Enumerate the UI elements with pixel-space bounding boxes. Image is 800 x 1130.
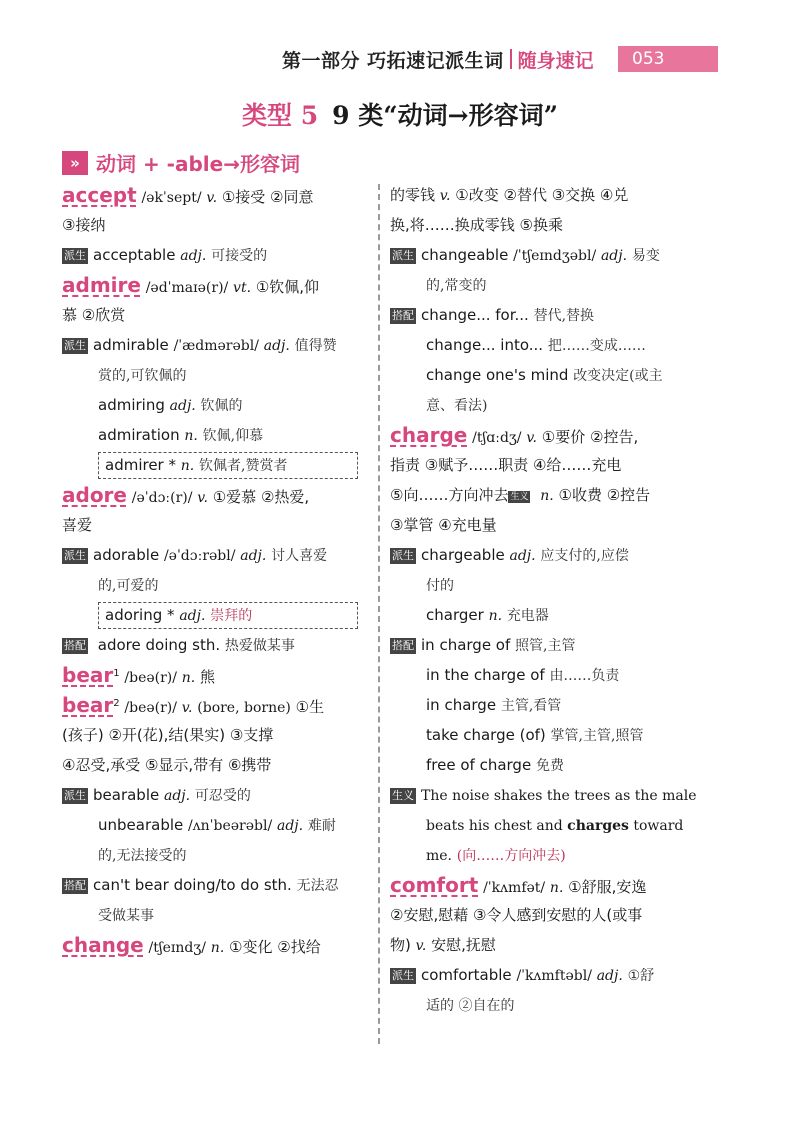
derivative-line <box>62 390 370 420</box>
meaning: 的零钱 <box>390 186 436 204</box>
pos: v. <box>526 430 538 446</box>
header-separator <box>510 49 512 69</box>
translation-cont <box>390 270 690 300</box>
translation: 钦佩的 <box>200 398 243 414</box>
meaning: 物) <box>390 936 411 954</box>
meaning: 安慰,抚慰 <box>431 936 496 954</box>
meaning: ②安慰,慰藉 ③令人感到安慰的人(或事 <box>390 906 643 924</box>
derived-word: unbearable <box>98 816 184 834</box>
phonetic: /ədˈmaɪə(r)/ <box>145 280 229 296</box>
example-sentence: me. <box>426 848 453 864</box>
meaning-line <box>62 720 370 750</box>
pos: adj. <box>263 338 290 354</box>
collocation-line <box>390 720 690 750</box>
meaning: 喜爱 <box>62 516 93 534</box>
translation: 照管,主管 <box>515 638 576 654</box>
meaning: ⑤向……方向冲去 <box>390 486 509 504</box>
meaning: 指责 ③赋予……职责 ④给……充电 <box>390 456 622 474</box>
meaning-line <box>390 210 690 240</box>
example-translation: (向……方向冲去) <box>456 848 566 864</box>
phonetic: /əkˈsept/ <box>141 190 202 206</box>
pos: n. <box>549 880 564 896</box>
translation: 崇拜的 <box>210 608 253 624</box>
translation: 充电器 <box>506 608 549 624</box>
pos: n. <box>488 608 503 624</box>
derivative-line <box>390 240 690 270</box>
translation-cont <box>390 390 690 420</box>
translation: 意、看法) <box>426 398 488 414</box>
derived-word: bearable <box>93 786 160 804</box>
pos: adj. <box>600 248 628 264</box>
meaning: ①收费 ②控告 <box>558 486 651 504</box>
collocation-line <box>390 360 690 390</box>
collocation: change... for... <box>421 306 529 324</box>
derivative-tag: 派生 <box>64 789 86 802</box>
translation-cont <box>62 900 370 930</box>
pos: adj. <box>240 548 267 564</box>
pos: adj. <box>180 248 207 264</box>
translation-cont <box>390 570 690 600</box>
example-keyword: charges <box>567 818 629 834</box>
double-chevron-icon: » <box>62 151 88 175</box>
translation: 易变 <box>631 248 660 264</box>
translation: 难耐 <box>307 818 336 834</box>
meaning: ④忍受,承受 ⑤显示,带有 ⑥携带 <box>62 756 272 774</box>
derivative-line <box>62 810 370 840</box>
title-text: 9 类“动词→形容词” <box>332 101 558 130</box>
meaning: ①变化 ②找给 <box>229 938 321 956</box>
left-column <box>62 180 370 960</box>
pos: v. <box>181 700 193 716</box>
translation: 钦佩者,赞赏者 <box>199 458 288 474</box>
section-heading <box>62 148 300 177</box>
meaning-line <box>62 750 370 780</box>
derivative-line <box>390 540 690 570</box>
translation: 无法忍 <box>296 878 339 894</box>
pos: adj. <box>179 608 206 624</box>
derived-word: acceptable <box>93 246 176 264</box>
headword: adore <box>62 483 127 507</box>
collocation: take charge (of) <box>426 726 546 744</box>
pos: v. <box>439 188 451 204</box>
extension-box <box>98 452 358 479</box>
page-number: 053 <box>618 46 718 72</box>
header-sub: 随身速记 <box>517 49 594 72</box>
collocation-line <box>390 300 690 330</box>
derived-word: admiring <box>98 396 165 414</box>
meaning-line <box>390 450 690 480</box>
translation: 热爱做某事 <box>224 638 295 654</box>
meaning: (孩子) ②开(花),结(果实) ③支撑 <box>62 726 274 744</box>
phonetic: /tʃeɪndʒ/ <box>148 940 207 956</box>
headword: accept <box>62 183 137 207</box>
example-sentence: toward <box>628 818 684 834</box>
phonetic: /ʌnˈbeərəbl/ <box>188 818 273 834</box>
derived-word: comfortable <box>421 966 512 984</box>
translation: 掌管,主管,照管 <box>550 728 644 744</box>
right-column <box>390 180 697 1020</box>
pos: v. <box>206 190 218 206</box>
derivative-tag: 派生 <box>64 339 86 352</box>
derived-word: charger <box>426 606 484 624</box>
collocation-line <box>62 630 370 660</box>
derived-word: changeable <box>421 246 509 264</box>
example-sentence-line <box>390 810 690 840</box>
translation: ①舒 <box>627 968 655 984</box>
homograph-number: 1 <box>113 668 120 679</box>
header-part: 第一部分 巧拓速记派生词 <box>282 49 504 72</box>
collocation: free of charge <box>426 756 532 774</box>
collocation-tag: 搭配 <box>64 879 86 892</box>
headword: charge <box>390 423 468 447</box>
headword: bear <box>62 663 114 687</box>
pos: n. <box>181 670 196 686</box>
meaning-line <box>390 510 690 540</box>
derivative-tag: 派生 <box>64 249 86 262</box>
translation: 应支付的,应偿 <box>540 548 629 564</box>
headword: bear <box>62 693 114 717</box>
translation: 的,常变的 <box>426 278 487 294</box>
derived-word: adoring * <box>105 606 175 624</box>
entry-bear1 <box>62 660 370 690</box>
entry-admire <box>62 270 370 300</box>
derivative-line <box>62 240 370 270</box>
pos: v. <box>197 490 208 506</box>
headword: comfort <box>390 873 479 897</box>
meaning: ①钦佩,仰 <box>255 278 320 296</box>
example-sentence-line <box>390 840 690 870</box>
pos: n. <box>184 428 198 444</box>
extended-meaning-tag: 生义 <box>510 492 529 502</box>
derived-word: admirable <box>93 336 169 354</box>
homograph-number: 2 <box>113 698 120 709</box>
meaning-line <box>390 180 690 210</box>
entry-change <box>62 930 370 960</box>
derivative-tag: 派生 <box>392 969 414 982</box>
translation-cont <box>62 840 370 870</box>
derivative-box-line <box>62 600 370 630</box>
phonetic: /əˈdɔː(r)/ <box>131 490 193 506</box>
example-sentence: The noise shakes the trees as the male <box>421 788 697 804</box>
pos: adj. <box>169 398 196 414</box>
headword: admire <box>62 273 141 297</box>
meaning-line <box>390 900 690 930</box>
derived-word: admirer * <box>105 456 176 474</box>
translation: 钦佩,仰慕 <box>202 428 264 444</box>
phonetic: /ˈtʃeɪndʒəbl/ <box>513 248 597 264</box>
page-title <box>0 96 800 132</box>
entry-comfort <box>390 870 690 900</box>
meaning: ③掌管 ④充电量 <box>390 516 497 534</box>
collocation-line <box>390 750 690 780</box>
translation: 付的 <box>426 578 454 594</box>
meaning: ①要价 ②控告, <box>541 428 639 446</box>
derivative-line <box>390 600 690 630</box>
pos: vt. <box>233 280 252 296</box>
meaning: ①接受 ②同意 <box>221 188 314 206</box>
translation: 适的 ②自在的 <box>426 998 515 1014</box>
derivative-line <box>390 960 690 990</box>
translation-cont <box>62 360 370 390</box>
pos: v. <box>415 938 427 954</box>
pos: n. <box>210 940 225 956</box>
entry-adore <box>62 480 370 510</box>
meaning: ①爱慕 ②热爱, <box>212 488 310 506</box>
collocation: change... into... <box>426 336 544 354</box>
derivative-line <box>62 540 370 570</box>
entry-bear2 <box>62 690 370 720</box>
translation: 改变决定(或主 <box>573 368 663 384</box>
collocation-tag: 搭配 <box>392 639 414 652</box>
translation: 讨人喜爱 <box>271 548 328 564</box>
translation-cont <box>390 990 690 1020</box>
headword: change <box>62 933 144 957</box>
translation: 值得赞 <box>294 338 337 354</box>
derivative-box-line <box>62 450 370 480</box>
derivative-tag: 派生 <box>64 549 86 562</box>
section-text: 动词 + -able→形容词 <box>96 152 300 176</box>
meaning-line <box>390 930 690 960</box>
collocation-line <box>390 630 690 660</box>
translation: 可接受的 <box>211 248 268 264</box>
derived-word: adorable <box>93 546 160 564</box>
derived-word: admiration <box>98 426 180 444</box>
phonetic: /tʃɑːdʒ/ <box>472 430 522 446</box>
phonetic: /ˈædmərəbl/ <box>173 338 259 354</box>
translation: 主管,看管 <box>500 698 562 714</box>
collocation: in the charge of <box>426 666 545 684</box>
translation: 由……负责 <box>549 668 620 684</box>
pos: adj. <box>596 968 623 984</box>
derivative-line <box>62 330 370 360</box>
derivative-line <box>62 780 370 810</box>
meaning-line <box>390 480 690 510</box>
collocation: change one's mind <box>426 366 569 384</box>
entry-accept <box>62 180 370 210</box>
extended-meaning-tag: 生义 <box>392 789 414 802</box>
translation-cont <box>62 570 370 600</box>
phonetic: /ˈkʌmfət/ <box>483 880 546 896</box>
extension-box <box>98 602 358 629</box>
pos: adj. <box>164 788 191 804</box>
collocation-line <box>390 660 690 690</box>
phonetic: /beə(r)/ <box>124 700 177 716</box>
phonetic: /əˈdɔːrəbl/ <box>163 548 236 564</box>
derivative-line <box>62 420 370 450</box>
translation: 的,无法接受的 <box>98 848 187 864</box>
derivative-tag: 派生 <box>392 549 414 562</box>
example-sentence: beats his chest and <box>426 818 568 834</box>
pos: adj. <box>276 818 304 834</box>
meaning-line <box>62 300 370 330</box>
meaning: 慕 ②欣赏 <box>62 306 126 324</box>
meaning-line <box>62 210 370 240</box>
phonetic: /ˈkʌmftəbl/ <box>516 968 592 984</box>
example-sentence-line <box>390 780 697 810</box>
column-divider <box>378 184 380 1044</box>
collocation: can't bear doing/to do sth. <box>93 876 292 894</box>
translation: 受做某事 <box>98 908 154 924</box>
collocation: in charge <box>426 696 497 714</box>
verb-forms: (bore, borne) <box>197 700 291 716</box>
title-type: 类型 5 <box>242 101 319 130</box>
derivative-tag: 派生 <box>392 249 414 262</box>
collocation: in charge of <box>421 636 511 654</box>
translation: 把……变成…… <box>547 338 646 354</box>
meaning: 熊 <box>200 668 216 686</box>
collocation-tag: 搭配 <box>64 639 86 652</box>
meaning: ①生 <box>295 698 325 716</box>
pos: n. <box>180 458 195 474</box>
translation: 替代,替换 <box>533 308 595 324</box>
entry-charge <box>390 420 690 450</box>
collocation: adore doing sth. <box>97 636 221 654</box>
meaning: ①舒服,安逸 <box>568 878 647 896</box>
pos: adj. <box>509 548 536 564</box>
translation: 免费 <box>535 758 564 774</box>
collocation-line <box>390 690 690 720</box>
meaning: ③接纳 <box>62 216 106 234</box>
derived-word: chargeable <box>421 546 505 564</box>
translation: 的,可爱的 <box>98 578 159 594</box>
running-header <box>282 44 594 74</box>
meaning: ①改变 ②替代 ③交换 ④兑 <box>455 186 629 204</box>
translation: 赏的,可钦佩的 <box>98 368 187 384</box>
collocation-line <box>62 870 370 900</box>
collocation-tag: 搭配 <box>392 309 414 322</box>
meaning: 换,将……换成零钱 ⑤换乘 <box>390 216 563 234</box>
collocation-line <box>390 330 690 360</box>
meaning-line <box>62 510 370 540</box>
translation: 可忍受的 <box>194 788 251 804</box>
phonetic: /beə(r)/ <box>124 670 177 686</box>
pos: n. <box>540 488 554 504</box>
